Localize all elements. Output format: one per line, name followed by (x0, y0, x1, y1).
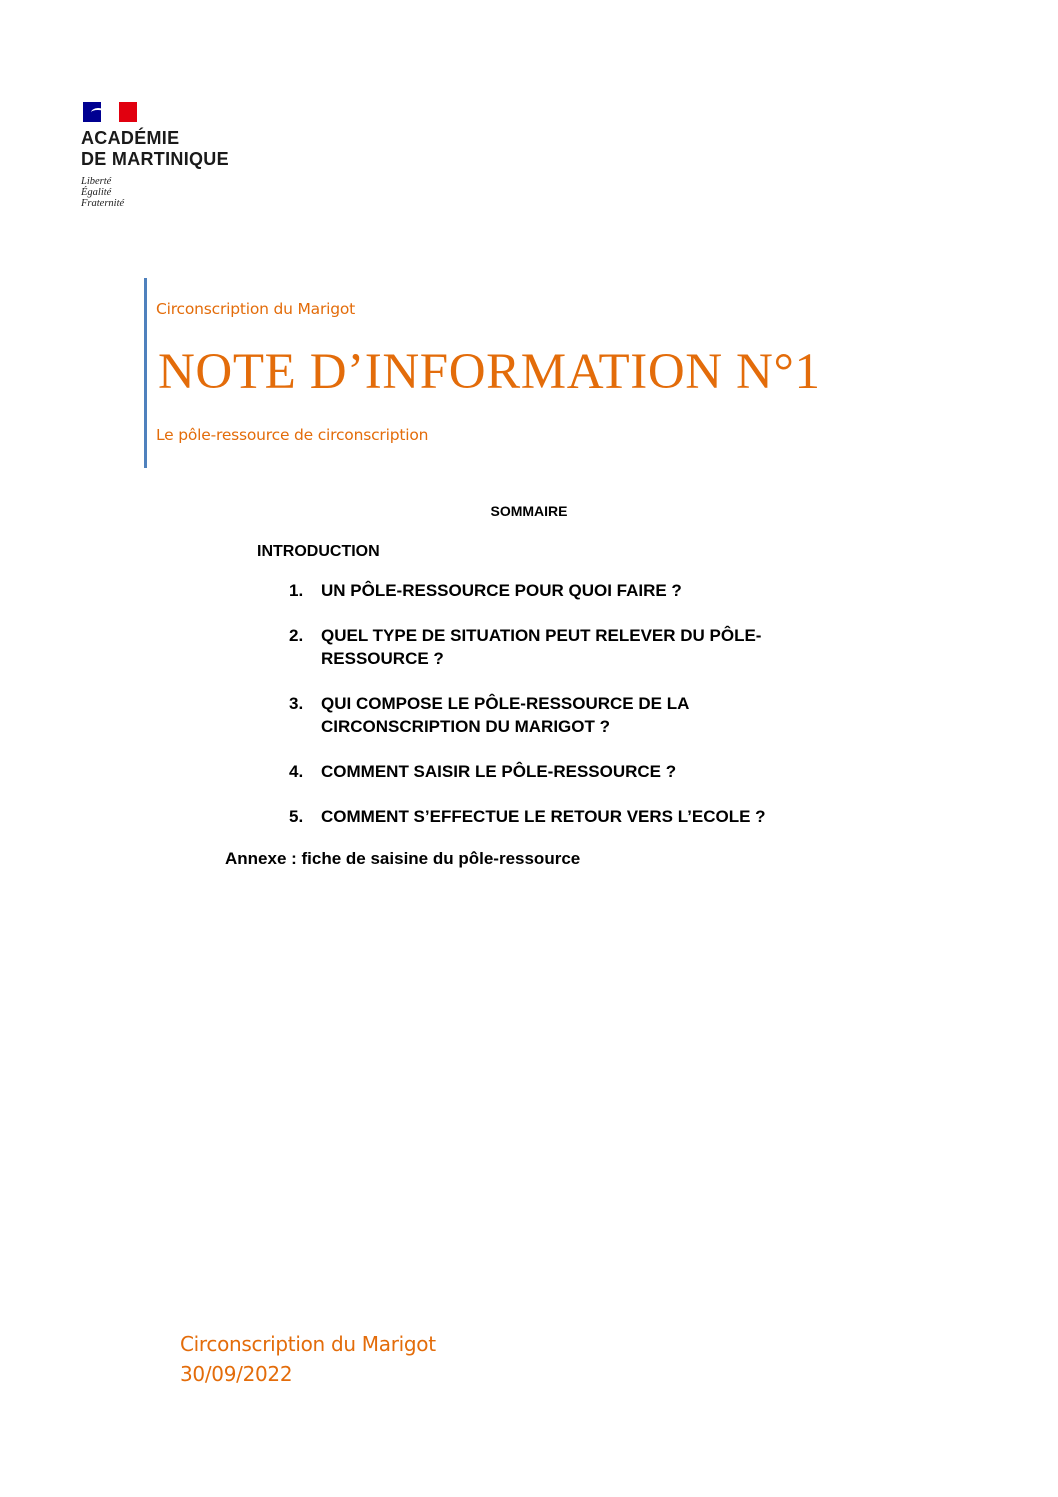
toc-annex: Annexe : fiche de saisine du pôle-ressource (225, 849, 581, 868)
french-flag-icon (83, 102, 137, 122)
logo-line-1: ACADÉMIE (81, 128, 180, 148)
cover-accent-bar (144, 278, 147, 468)
toc-item (289, 579, 849, 602)
toc-item-number: 2. (289, 626, 304, 645)
motto-liberte: Liberté (81, 176, 112, 187)
motto-fraternite: Fraternité (81, 198, 125, 209)
toc-item-number: 5. (289, 807, 304, 826)
toc-item-number: 3. (289, 694, 304, 713)
toc-introduction: INTRODUCTION (257, 543, 380, 560)
academy-logo (81, 102, 281, 209)
toc-item-text: UN PÔLE-RESSOURCE POUR QUOI FAIRE ? (321, 581, 682, 600)
toc-item-number: 1. (289, 581, 304, 600)
logo-line-2: DE MARTINIQUE (81, 149, 229, 169)
page-title: NOTE D’INFORMATION N°1 (158, 344, 821, 400)
cover-organization: Circonscription du Marigot (156, 300, 356, 318)
cover-subtitle: Le pôle-ressource de circonscription (156, 426, 429, 444)
toc-item-text: COMMENT S’EFFECTUE LE RETOUR VERS L’ECOLE ? (321, 807, 766, 826)
republic-motto (81, 176, 281, 209)
footer-organization: Circonscription du Marigot (180, 1332, 436, 1356)
toc-item (289, 624, 849, 670)
toc-item-text: QUEL TYPE DE SITUATION PEUT RELEVER DU PÔLE-RESSOURCE ? (321, 626, 762, 668)
toc-item-number: 4. (289, 762, 304, 781)
toc-item (289, 805, 849, 828)
toc-list (289, 579, 849, 850)
motto-egalite: Égalité (81, 187, 112, 198)
toc-item-text: COMMENT SAISIR LE PÔLE-RESSOURCE ? (321, 762, 677, 781)
footer-date: 30/09/2022 (180, 1362, 293, 1386)
toc-item-text: QUI COMPOSE LE PÔLE-RESSOURCE DE LA CIRCONSCRIPTION DU MARIGOT ? (321, 694, 689, 736)
toc-item (289, 760, 849, 783)
toc-item (289, 692, 849, 738)
toc-heading: SOMMAIRE (490, 503, 568, 519)
